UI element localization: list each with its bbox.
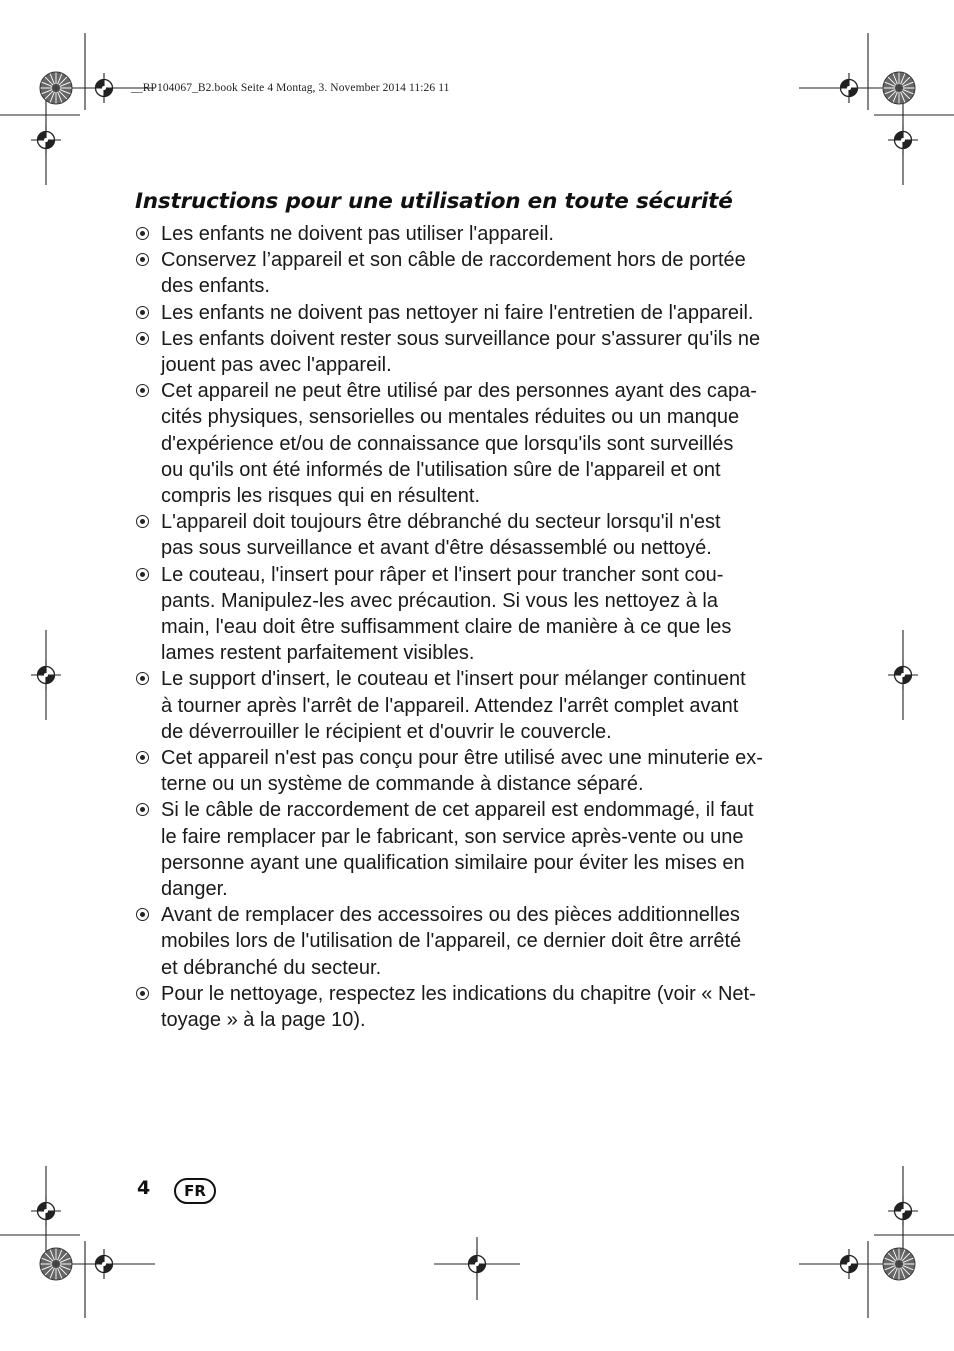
- bullet-icon: [136, 332, 149, 345]
- list-item: [135, 326, 795, 378]
- bullet-icon: [136, 227, 149, 240]
- crosshair-registration-icon: [834, 1249, 864, 1279]
- list-item-text: Le support d'insert, le couteau et l'insert pour mélanger continuent à tourner après l'arrêt de l'appareil. Attendez l'arrêt complet avant de déverrouiller le récipient et d'ouvrir le couvercle.: [161, 668, 746, 743]
- crosshair-registration-icon: [89, 1249, 119, 1279]
- page-number: 4: [137, 1177, 151, 1199]
- list-item: [135, 562, 795, 667]
- list-item: [135, 221, 795, 247]
- crosshair-registration-icon: [462, 1249, 492, 1279]
- list-item: [135, 300, 795, 326]
- crosshair-registration-icon: [31, 125, 61, 155]
- bullet-icon: [136, 803, 149, 816]
- crosshair-registration-icon: [888, 125, 918, 155]
- list-item-text: Pour le nettoyage, respectez les indications du chapitre (voir « Net- toyage » à la page 10).: [161, 982, 756, 1032]
- bullet-icon: [136, 672, 149, 685]
- crosshair-registration-icon: [888, 660, 918, 690]
- crosshair-registration-icon: [89, 73, 119, 103]
- list-item-text: Les enfants ne doivent pas utiliser l'appareil.: [161, 223, 554, 245]
- section-title: Instructions pour une utilisation en toute sécurité: [135, 189, 733, 214]
- list-item-text: Cet appareil ne peut être utilisé par des personnes ayant des capa- cités physiques, sensorielles ou mentales réduites ou un manque d'expérience et/ou de connaissance que lorsqu'ils sont surveillés ou qu'ils ont été informés de l'utilisation sûre de l'appareil et ont compris les risques qui en résultent.: [161, 380, 757, 508]
- list-item: [135, 745, 795, 797]
- list-item-text: Conservez l’appareil et son câble de raccordement hors de portée des enfants.: [161, 249, 746, 298]
- bullet-icon: [136, 987, 149, 1000]
- list-item: [135, 902, 795, 981]
- list-item-text: Cet appareil n'est pas conçu pour être utilisé avec une minuterie ex- terne ou un système de commande à distance séparé.: [161, 747, 763, 796]
- crosshair-registration-icon: [834, 73, 864, 103]
- bullet-icon: [136, 253, 149, 266]
- radial-starburst-icon: [883, 72, 915, 104]
- bullet-icon: [136, 306, 149, 319]
- crosshair-registration-icon: [888, 1196, 918, 1226]
- bullet-icon: [136, 751, 149, 764]
- list-item-text: Les enfants doivent rester sous surveillance pour s'assurer qu'ils ne jouent pas avec l'appareil.: [161, 327, 761, 377]
- list-item: [135, 378, 795, 509]
- print-file-info: __RP104067_B2.book Seite 4 Montag, 3. November 2014 11:26 11: [131, 82, 450, 94]
- list-item-text: Si le câble de raccordement de cet appareil est endommagé, il faut le faire remplacer par le fabricant, son service après-vente ou une personne ayant une qualification similaire pour éviter les mises en danger.: [161, 799, 754, 901]
- list-item-text: Les enfants ne doivent pas nettoyer ni faire l'entretien de l'appareil.: [161, 301, 754, 324]
- list-item-text: L'appareil doit toujours être débranché du secteur lorsqu'il n'est pas sous surveillance et avant d'être désassemblé ou nettoyé.: [161, 511, 721, 560]
- safety-instructions-list: [135, 221, 795, 1033]
- bullet-icon: [136, 568, 149, 581]
- list-item: [135, 509, 795, 561]
- crosshair-registration-icon: [31, 1196, 61, 1226]
- radial-starburst-icon: [40, 72, 72, 104]
- list-item: [135, 981, 795, 1033]
- bullet-icon: [136, 515, 149, 528]
- list-item-text: Avant de remplacer des accessoires ou des pièces additionnelles mobiles lors de l'utilisation de l'appareil, ce dernier doit être arrêté et débranché du secteur.: [161, 904, 742, 979]
- list-item: [135, 666, 795, 745]
- list-item: [135, 797, 795, 902]
- bullet-icon: [136, 384, 149, 397]
- crosshair-registration-icon: [31, 660, 61, 690]
- radial-starburst-icon: [883, 1248, 915, 1280]
- radial-starburst-icon: [40, 1248, 72, 1280]
- list-item-text: Le couteau, l'insert pour râper et l'insert pour trancher sont cou- pants. Manipulez-les avec précaution. Si vous les nettoyez à la main, l'eau doit être suffisamment claire de manière à ce que les lames restent parfaitement visibles.: [161, 563, 732, 665]
- language-badge: FR: [174, 1178, 216, 1204]
- bullet-icon: [136, 908, 149, 921]
- list-item: [135, 247, 795, 299]
